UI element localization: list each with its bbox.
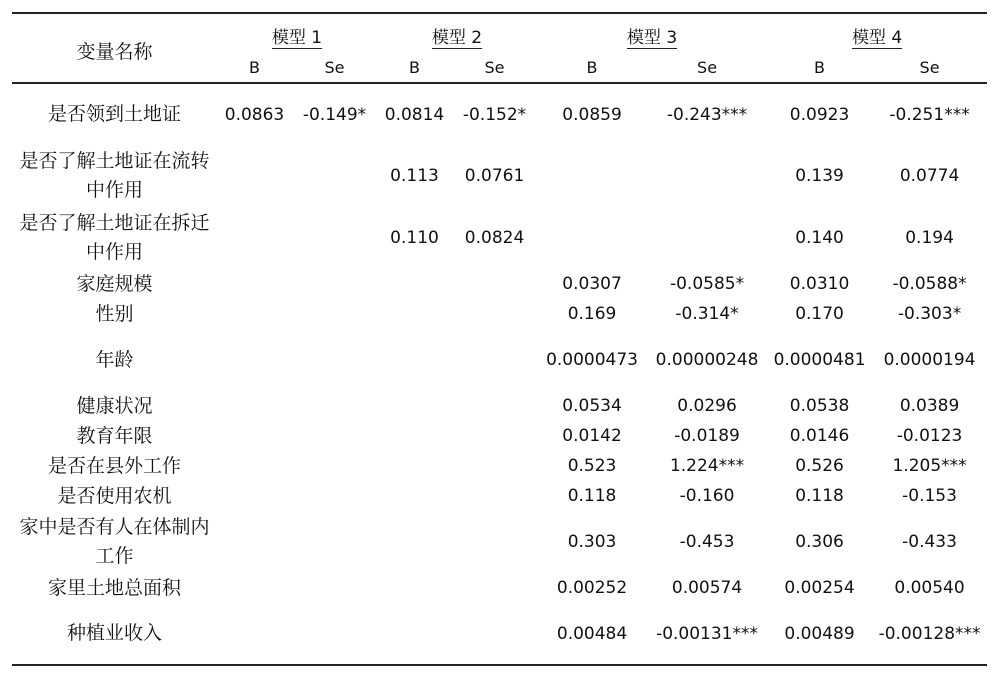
m1-se-cell: [292, 481, 377, 511]
m3-se-cell: -0.0585*: [669, 274, 745, 294]
table-row: [12, 299, 987, 329]
m1-se-cell: [292, 451, 377, 481]
variable-name-cell: 是否了解土地证在拆迁中作用: [19, 212, 210, 263]
m2-b-cell: [377, 421, 452, 451]
m2-b-cell: [377, 603, 452, 665]
m3-b-cell: 0.00252: [556, 578, 628, 598]
model-3-header: [537, 13, 767, 52]
table-row: [12, 269, 987, 299]
model-2-header: [377, 13, 537, 52]
m1-b-cell: [217, 269, 292, 299]
variable-name-cell: 家庭规模: [76, 272, 153, 295]
m2-b-cell: [377, 391, 452, 421]
m3-b-cell: [537, 145, 647, 207]
m3-se-header: Se: [647, 52, 767, 83]
m1-b-cell: [217, 573, 292, 603]
variable-name-cell: 是否领到土地证: [47, 103, 181, 125]
m3-se-cell: [647, 145, 767, 207]
m2-se-cell: [452, 451, 537, 481]
variable-name-cell: 家里土地总面积: [47, 576, 181, 599]
m2-b-cell: [377, 451, 452, 481]
m3-se-cell: -0.160: [679, 486, 735, 506]
m1-b-header: B: [217, 52, 292, 83]
m2-b-cell: 0.110: [390, 228, 439, 248]
m1-se-cell: [292, 207, 377, 269]
m2-se-cell: [452, 573, 537, 603]
m3-se-cell: 0.0296: [677, 396, 737, 416]
m4-b-cell: 0.0000481: [773, 350, 866, 370]
m2-se-cell: [452, 329, 537, 391]
model-1-title: 模型 1: [271, 27, 323, 48]
table-row: [12, 83, 987, 145]
m4-se-cell: -0.153: [902, 486, 957, 506]
m2-se-cell: [452, 391, 537, 421]
m2-b-cell: [377, 299, 452, 329]
m1-se-cell: [292, 421, 377, 451]
m4-b-cell: 0.0923: [789, 104, 850, 125]
m1-se-cell: [292, 391, 377, 421]
m1-b-cell: [217, 391, 292, 421]
m4-se-cell: -0.0123: [896, 426, 963, 446]
table-row: [12, 329, 987, 391]
m3-b-cell: 0.0307: [562, 274, 622, 294]
m3-se-cell: 0.00000248: [655, 350, 759, 370]
m2-se-cell: [452, 269, 537, 299]
m1-se-cell: [292, 145, 377, 207]
regression-table: [12, 12, 987, 666]
m1-se-header: Se: [292, 52, 377, 83]
m1-b-cell: [217, 299, 292, 329]
m2-se-cell: [452, 481, 537, 511]
m3-b-cell: 0.0000473: [546, 350, 638, 370]
m2-b-cell: [377, 329, 452, 391]
m4-se-cell: 0.0000194: [883, 350, 976, 370]
m4-se-cell: 0.0774: [899, 166, 960, 186]
m2-se-cell: 0.0761: [464, 166, 525, 186]
m3-se-cell: 1.224***: [669, 456, 745, 476]
model-2-title: 模型 2: [431, 27, 483, 48]
variable-name-cell: 年龄: [95, 348, 134, 371]
m3-b-cell: 0.523: [567, 456, 617, 476]
m2-b-cell: 0.0814: [384, 104, 445, 125]
table-row: [12, 573, 987, 603]
m1-b-cell: [217, 511, 292, 573]
m2-b-header: B: [377, 52, 452, 83]
m3-b-cell: 0.00484: [537, 603, 647, 665]
variable-name-cell: 性别: [95, 302, 134, 325]
m4-b-cell: 0.00489: [767, 603, 872, 665]
m4-b-cell: 0.140: [795, 228, 844, 248]
m4-b-cell: 0.526: [795, 456, 844, 476]
table-row: [12, 145, 987, 207]
m4-b-cell: 0.118: [795, 486, 844, 506]
regression-table-container: [12, 12, 987, 666]
m4-b-header: B: [767, 52, 872, 83]
m3-b-cell: 0.0859: [562, 104, 622, 125]
m1-b-cell: [217, 603, 292, 665]
m4-se-cell: -0.251***: [889, 104, 970, 125]
m2-se-cell: [452, 511, 537, 573]
m1-se-cell: [292, 511, 377, 573]
m3-se-cell: 0.00574: [671, 578, 743, 598]
m1-se-cell: [292, 329, 377, 391]
m2-b-cell: 0.113: [390, 166, 439, 186]
m4-se-cell: -0.303*: [897, 304, 962, 324]
table-row: [12, 603, 987, 665]
m2-b-cell: [377, 573, 452, 603]
m2-se-cell: [452, 421, 537, 451]
m1-se-cell: [292, 603, 377, 665]
table-row: [12, 207, 987, 269]
variable-name-cell: 是否在县外工作: [47, 454, 181, 477]
m3-b-cell: 0.0534: [562, 396, 622, 416]
m2-b-cell: [377, 269, 452, 299]
m2-se-cell: 0.0824: [464, 228, 525, 248]
variable-name-cell: 种植业收入: [12, 603, 217, 665]
m3-se-cell: -0.314*: [675, 304, 739, 324]
m3-se-cell: -0.00131***: [647, 603, 767, 665]
model-1-header: [217, 13, 377, 52]
m2-se-cell: [452, 603, 537, 665]
m4-se-header: Se: [872, 52, 987, 83]
m3-b-cell: 0.118: [567, 486, 617, 506]
m4-b-cell: 0.0538: [789, 396, 850, 416]
m1-b-cell: [217, 207, 292, 269]
variable-name-cell: 是否使用农机: [57, 484, 172, 507]
table-row: [12, 391, 987, 421]
m3-b-cell: 0.169: [567, 304, 617, 324]
variable-name-cell: 健康状况: [76, 394, 153, 417]
variable-name-cell: 是否了解土地证在流转中作用: [19, 150, 210, 201]
m2-b-cell: [377, 481, 452, 511]
m4-b-cell: 0.170: [795, 304, 844, 324]
m4-b-cell: 0.0310: [789, 274, 850, 294]
m4-b-cell: 0.00254: [784, 578, 855, 598]
m4-b-cell: 0.139: [795, 166, 844, 186]
header-row-models: [12, 13, 987, 52]
m3-se-cell: [647, 207, 767, 269]
m4-se-cell: -0.0588*: [892, 274, 967, 294]
m3-se-cell: -0.453: [679, 532, 735, 552]
table-row: [12, 481, 987, 511]
model-4-title: 模型 4: [851, 27, 903, 48]
m4-se-cell: 0.194: [905, 228, 954, 248]
m2-b-cell: [377, 511, 452, 573]
variable-name-header: 变量名称: [12, 13, 217, 83]
m4-se-cell: 1.205***: [892, 456, 967, 476]
m4-b-cell: 0.0146: [789, 426, 850, 446]
table-row: [12, 511, 987, 573]
m2-se-header: Se: [452, 52, 537, 83]
table-row: [12, 421, 987, 451]
m4-se-cell: 0.0389: [899, 396, 960, 416]
m3-b-header: B: [537, 52, 647, 83]
m1-b-cell: [217, 145, 292, 207]
m4-se-cell: 0.00540: [894, 578, 965, 598]
m4-b-cell: 0.306: [795, 532, 844, 552]
m1-b-cell: [217, 329, 292, 391]
variable-name-cell: 家中是否有人在体制内工作: [19, 516, 210, 567]
table-body: [12, 83, 987, 665]
m4-se-cell: -0.00128***: [872, 603, 987, 665]
m3-se-cell: -0.0189: [674, 426, 740, 446]
m1-se-cell: [292, 299, 377, 329]
variable-name-cell: 教育年限: [76, 424, 153, 447]
m1-b-cell: [217, 481, 292, 511]
m2-se-cell: -0.152*: [462, 104, 527, 125]
m1-se-cell: -0.149*: [302, 104, 367, 125]
m3-se-cell: -0.243***: [666, 104, 748, 125]
m3-b-cell: 0.303: [567, 532, 617, 552]
m3-b-cell: [537, 207, 647, 269]
model-3-title: 模型 3: [626, 27, 678, 48]
m3-b-cell: 0.0142: [562, 426, 622, 446]
m4-se-cell: -0.433: [902, 532, 957, 552]
m1-se-cell: [292, 269, 377, 299]
m1-b-cell: [217, 451, 292, 481]
m1-b-cell: [217, 421, 292, 451]
m2-se-cell: [452, 299, 537, 329]
table-row: [12, 451, 987, 481]
model-4-header: [767, 13, 987, 52]
m1-b-cell: 0.0863: [224, 104, 285, 125]
m1-se-cell: [292, 573, 377, 603]
